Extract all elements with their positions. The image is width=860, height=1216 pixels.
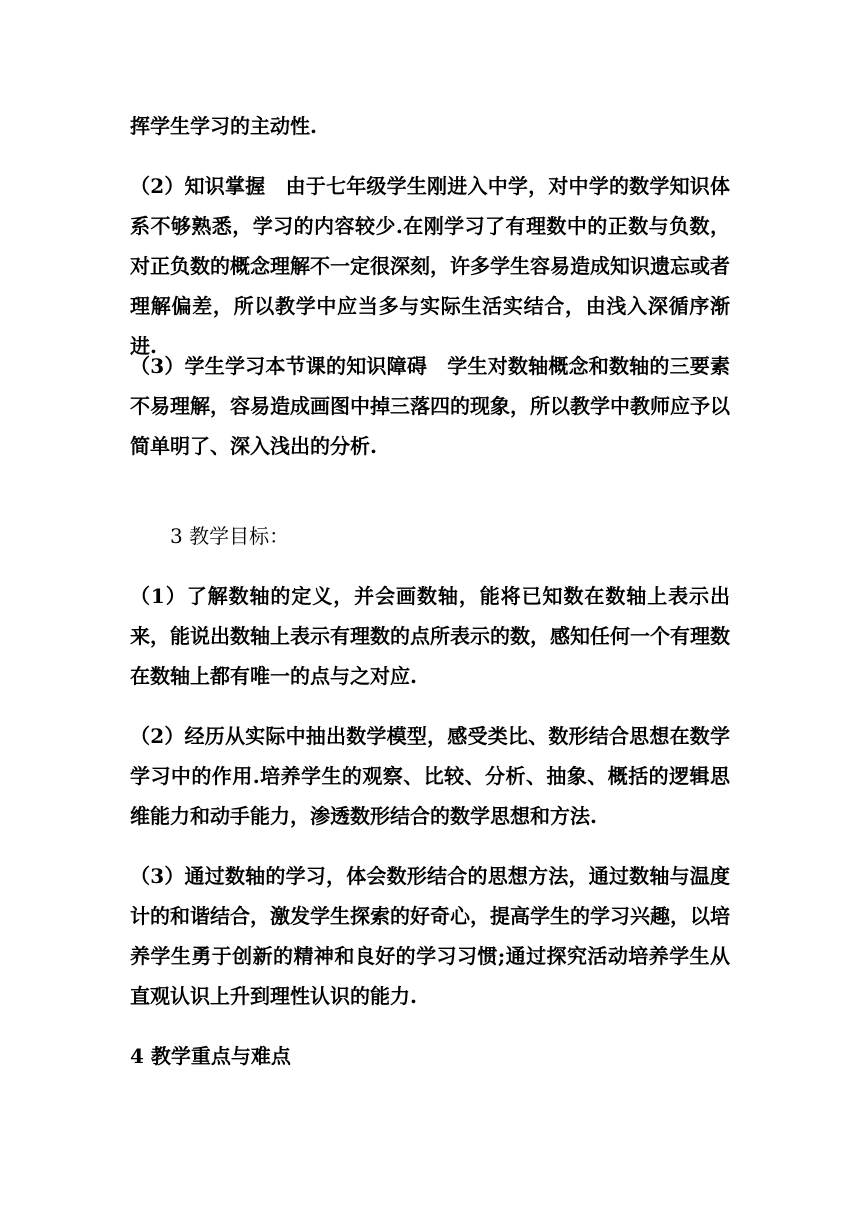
section-heading-key-points: 4 教学重点与难点 [130,1044,291,1068]
paragraph-goal-1: （1）了解数轴的定义，并会画数轴，能将已知数在数轴上表示出来，能说出数轴上表示有理数的点所表示的数，感知任何一个有理数在数轴上都有唯一的点与之对应. [130,584,730,688]
paragraph-continuation: 挥学生学习的主动性. [130,114,317,138]
paragraph-goal-3: （3）通过数轴的学习，体会数形结合的思想方法，通过数轴与温度计的和谐结合，激发学生探索的好奇心，提高学生的学习兴趣，以培养学生勇于创新的精神和良好的学习习惯;通过探究活动培养学生从直观认识上升到理性认识的能力. [130,864,730,1008]
paragraph-learning-obstacles: （3）学生学习本节课的知识障碍 学生对数轴概念和数轴的三要素不易理解，容易造成画图中掉三落四的现象，所以教学中教师应予以简单明了、深入浅出的分析. [130,354,730,458]
paragraph-knowledge-mastery: （2）知识掌握 由于七年级学生刚进入中学，对中学的数学知识体系不够熟悉，学习的内容较少.在刚学习了有理数中的正数与负数，对正负数的概念理解不一定很深刻，许多学生容易造成知识遗忘或者理解偏差，所以教学中应当多与实际生活实结合，由浅入深循序渐进. [130,174,730,358]
paragraph-goal-2: （2）经历从实际中抽出数学模型，感受类比、数形结合思想在数学学习中的作用.培养学生的观察、比较、分析、抽象、概括的逻辑思维能力和动手能力，渗透数形结合的数学思想和方法. [130,724,730,828]
section-heading-teaching-goals: 3 教学目标： [170,524,290,548]
